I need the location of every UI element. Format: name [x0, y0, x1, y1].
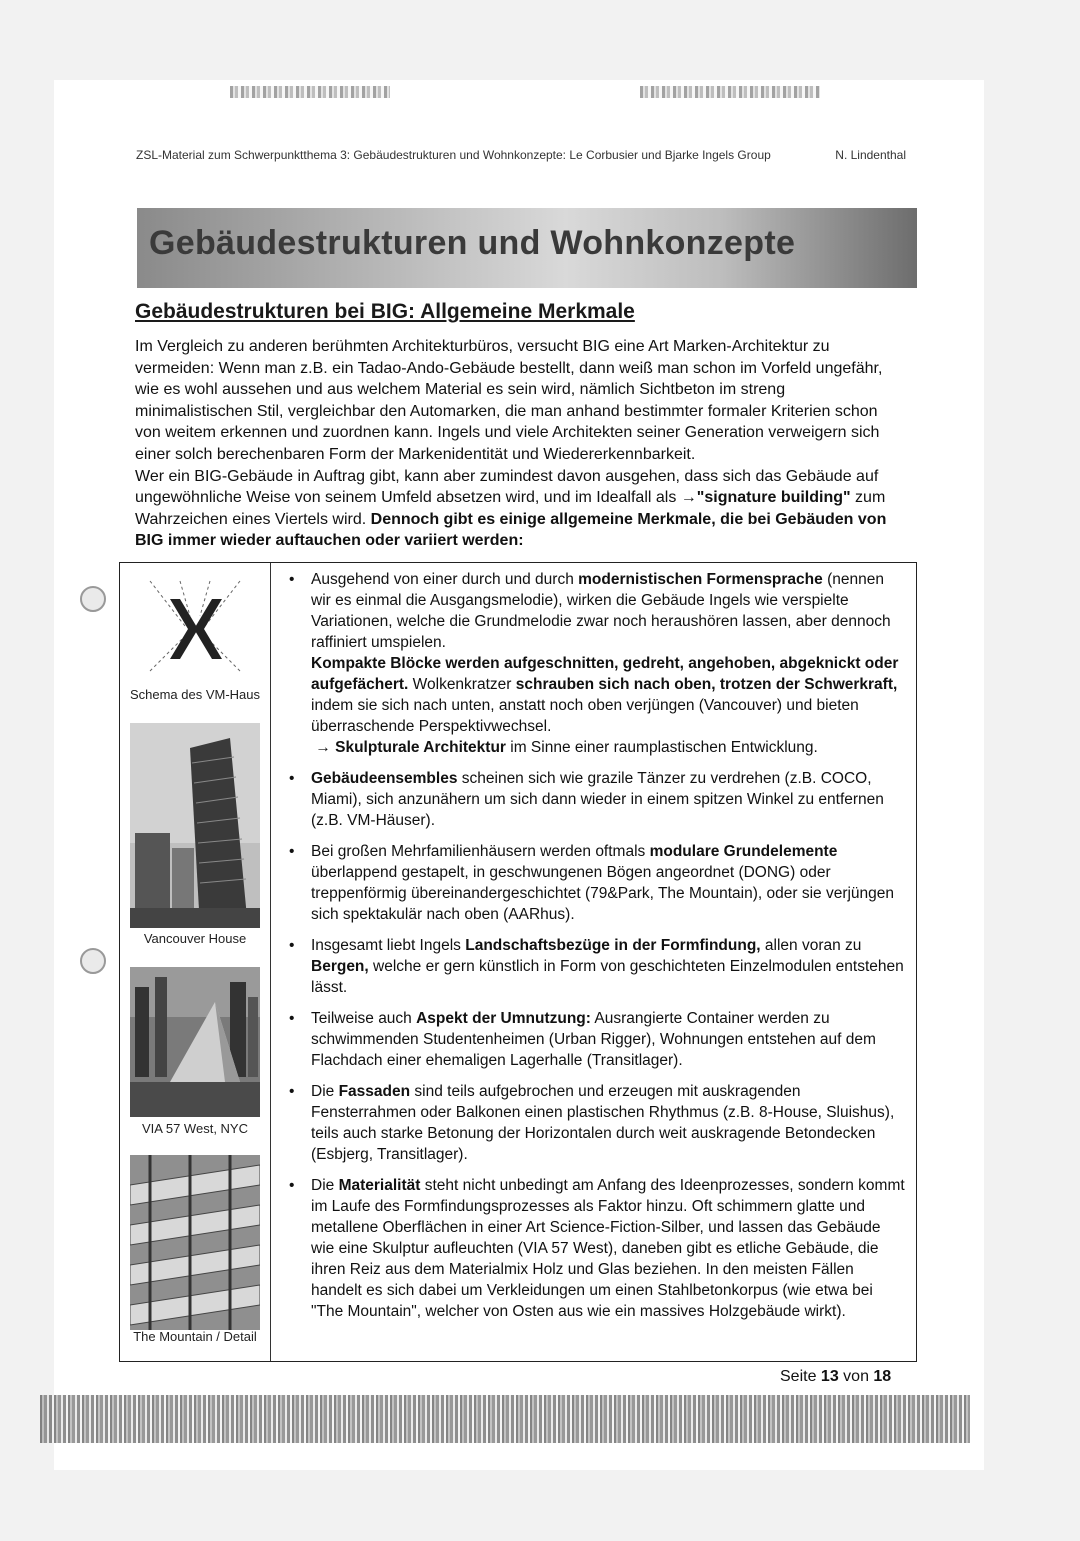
- bullet-icon: •: [289, 1177, 295, 1194]
- bold-text: schrauben sich nach oben, trotzen der Schwerkraft,: [515, 676, 898, 693]
- text: Insgesamt liebt Ingels: [311, 937, 466, 954]
- title-banner: [137, 208, 917, 288]
- text: welche er gern künstlich in Form von geschichteten Einzelmodulen entstehen lässt.: [311, 958, 904, 996]
- bold-text: modulare Grundelemente: [649, 843, 838, 860]
- intro-text-2: Wer ein BIG-Gebäude in Auftrag gibt, kann aber zumindest davon ausgehen, dass sich das Gebäude auf ungewöhnliche Weise von seinem Umfeld absetzen wird, und im Idealfall als: [135, 467, 879, 507]
- caption-the-mountain: The Mountain / Detail: [133, 1329, 257, 1344]
- text: Ausrangierte Container werden zu schwimmenden Studentenheimen (Urban Rigger), Wohnungen entstehen auf dem Flachdach einer ehemaligen Lagerhalle (Transitlager).: [311, 1010, 876, 1069]
- page-title: Gebäudestrukturen und Wohnkonzepte: [149, 224, 796, 262]
- header-left: ZSL-Material zum Schwerpunktthema 3: Gebäudestrukturen und Wohnkonzepte: Le Corbusier und Bjarke Ingels Group: [136, 148, 771, 162]
- scan-artifact: [40, 1395, 970, 1443]
- text: Die: [311, 1177, 339, 1194]
- caption-via-57-west: VIA 57 West, NYC: [142, 1121, 248, 1136]
- intro-text-1: Im Vergleich zu anderen berühmten Architekturbüros, versucht BIG eine Art Marken-Architektur zu vermeiden: Wenn man z.B. ein Tadao-Ando-Gebäude bestellt, dann weiß man schon im Vorfeld ungefähr, wie es wohl aussehen und aus welchem Material es sein wird, nämlich Sichtbeton im streng minimalistischen Stil, vergleichbar den Automarken, die man anhand bestimmter formaler Kriterien schon von weitem erkennen und zuordnen kann. Ingels und viele Architekten seiner Generation verweigern sich einer solch berechenbaren Form der Markenidentität und Wiedererkennbarkeit.: [135, 338, 883, 463]
- features-box: [119, 562, 917, 1362]
- text: (nennen wir es einmal die Ausgangsmelodie), wirken die Gebäude Ingels wie verspielte Variationen, welche die Grundmelodie zwar noch heraushören lassen, aber dennoch raffiniert umspielen.: [311, 571, 891, 651]
- page-label: Seite: [780, 1368, 821, 1385]
- text: Ausgehend von einer durch und durch: [311, 571, 579, 588]
- feature-list: [285, 569, 905, 1332]
- total-pages: 18: [873, 1368, 892, 1385]
- text: indem sie sich nach unten, anstatt noch oben verjüngen (Vancouver) und bieten überraschende Perspektivwechsel.: [311, 697, 859, 735]
- text: Bei großen Mehrfamilienhäusern werden oftmals: [311, 843, 650, 860]
- page-number: [780, 1368, 891, 1386]
- text: Wolkenkratzer: [408, 676, 516, 693]
- list-item: [285, 768, 905, 831]
- scan-artifact: [230, 86, 390, 98]
- bold-text: modernistischen Formensprache: [578, 571, 823, 588]
- bold-text: Materialität: [338, 1177, 421, 1194]
- caption-vm-haus: Schema des VM-Haus: [129, 687, 261, 702]
- vm-house-schema-image: [130, 571, 260, 681]
- list-item: [285, 1175, 905, 1322]
- header-author: N. Lindenthal: [835, 148, 906, 162]
- text: Teilweise auch: [311, 1010, 417, 1027]
- page-separator: von: [838, 1368, 874, 1385]
- intro-text-3: zum Wahrzeichen eines Viertels wird.: [135, 489, 886, 528]
- punch-hole: [80, 948, 106, 974]
- list-item: [285, 1008, 905, 1071]
- text: Die: [311, 1083, 339, 1100]
- the-mountain-detail-image: [130, 1155, 260, 1330]
- bullet-icon: •: [289, 1010, 295, 1027]
- list-item: [285, 841, 905, 925]
- caption-vancouver-house: Vancouver House: [143, 931, 247, 946]
- bold-text: Aspekt der Umnutzung:: [416, 1010, 591, 1027]
- scan-artifact: [640, 86, 820, 98]
- arrow-text: →: [315, 739, 336, 756]
- image-column: [120, 563, 271, 1361]
- bold-text: Skulpturale Architektur: [335, 739, 506, 756]
- list-item: [285, 935, 905, 998]
- intro-conclusion: Dennoch gibt es einige allgemeine Merkmale, die bei Gebäuden von BIG immer wieder auftauchen oder variiert werden:: [135, 510, 887, 550]
- text: überlappend gestapelt, in geschwungenen Bögen angeordnet (DONG) oder treppenförmig übereinandergeschichtet (79&Park, The Mountain), oder sie verjüngen sich spektakulär nach oben (AARhus).: [311, 864, 895, 923]
- text: sind teils aufgebrochen und erzeugen mit auskragenden Fensterrahmen oder Balkonen einen plastischen Rhythmus (z.B. 8-House, Sluishus), teils auch starke Betonung der Horizontalen durch weit auskragende Betondecken (Esbjerg, Transitlager).: [311, 1083, 895, 1163]
- intro-signature-building: →"signature building": [680, 489, 851, 507]
- bullet-icon: •: [289, 937, 295, 954]
- bold-text: Landschaftsbezüge in der Formfindung,: [465, 937, 761, 954]
- bold-text: Gebäudeensembles: [311, 770, 458, 787]
- list-item: [285, 1081, 905, 1165]
- text: allen voran zu: [760, 937, 862, 954]
- bullet-icon: •: [289, 770, 295, 787]
- bold-text: Bergen,: [311, 958, 369, 975]
- via-57-west-image: [130, 967, 260, 1117]
- bullet-icon: •: [289, 843, 295, 860]
- text: scheinen sich wie grazile Tänzer zu verdrehen (z.B. COCO, Miami), sich anzunähern um sich dann wieder in einem spitzen Winkel zu entfernen (z.B. VM-Häuser).: [311, 770, 884, 829]
- list-item: [285, 569, 905, 758]
- current-page: 13: [820, 1368, 839, 1385]
- bold-text: Kompakte Blöcke werden aufgeschnitten, gedreht, angehoben, abgeknickt oder aufgefächert.: [311, 655, 899, 693]
- bullet-icon: •: [289, 571, 295, 588]
- bold-text: Fassaden: [338, 1083, 411, 1100]
- section-heading: Gebäudestrukturen bei BIG: Allgemeine Merkmale: [135, 300, 635, 323]
- punch-hole: [80, 586, 106, 612]
- intro-paragraph: [135, 336, 905, 552]
- vancouver-house-image: [130, 723, 260, 928]
- text: im Sinne einer raumplastischen Entwicklung.: [505, 739, 818, 756]
- bullet-icon: •: [289, 1083, 295, 1100]
- text: steht nicht unbedingt am Anfang des Ideenprozesses, sondern kommt im Laufe des Formfindungsprozesses als Faktor hinzu. Oft schimmern glatte und metallene Oberflächen in einer Art Science-Fiction-Silber, und lassen das Gebäude wie eine Skulptur aufleuchten (VIA 57 West), daneben gibt es etliche Gebäude, die ihren Reiz aus dem Materialmix Holz und Glas beziehen. In den meisten Fällen handelt es sich dabei um Verkleidungen um einen Stahlbetonkorpus (wie etwa bei "The Mountain", welcher von Osten aus wie ein massives Holzgebäude wirkt).: [311, 1177, 905, 1320]
